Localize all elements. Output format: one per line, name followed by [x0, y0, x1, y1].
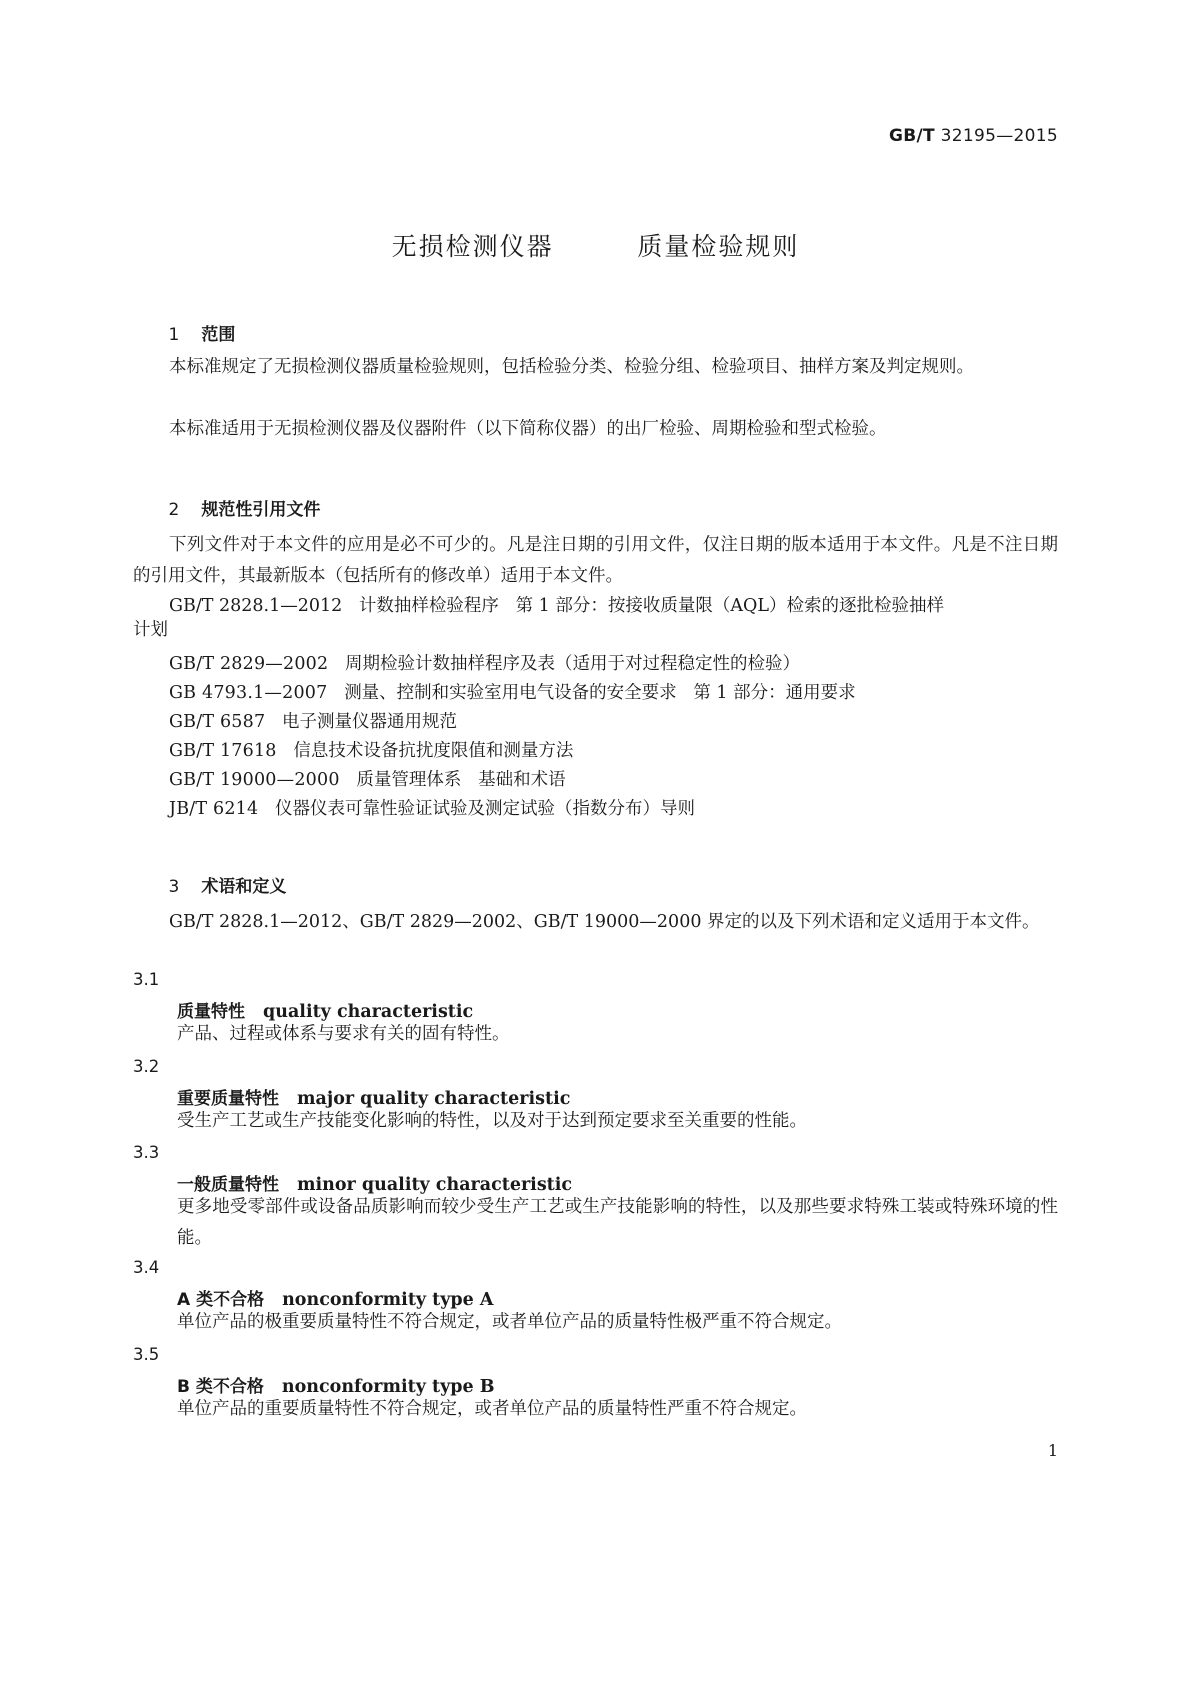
- reference-item: [169, 679, 856, 704]
- term-number: 3.2: [133, 1057, 160, 1076]
- reference-item: [169, 650, 800, 675]
- reference-code: GB/T 2829—2002: [169, 654, 329, 674]
- reference-title: 电子测量仪器通用规范: [282, 712, 458, 732]
- term-definition: 单位产品的极重要质量特性不符合规定，或者单位产品的质量特性极严重不符合规定。: [177, 1312, 842, 1332]
- reference-item: GB/T 2828.1—2012 计数抽样检验程序 第 1 部分：按接收质量限（AQL）检索的逐批检验抽样: [169, 596, 944, 616]
- term-name-en: major quality characteristic: [297, 1089, 571, 1109]
- reference-item: [169, 795, 695, 820]
- section-title: 范围: [201, 325, 236, 345]
- term-definition: 产品、过程或体系与要求有关的固有特性。: [177, 1024, 510, 1044]
- standard-number-value: 32195—2015: [940, 126, 1058, 146]
- reference-item: [169, 737, 573, 762]
- reference-title: 质量管理体系 基础和术语: [356, 770, 566, 790]
- document-title: 无损检测仪器 质量检验规则: [391, 232, 800, 261]
- reference-continuation: 计划: [133, 620, 168, 640]
- paragraph: 下列文件对于本文件的应用是必不可少的。凡是注日期的引用文件，仅注日期的版本适用于本文件。凡是不注日期的引用文件，其最新版本（包括所有的修改单）适用于本文件。: [133, 535, 1058, 586]
- term-name-en: nonconformity type A: [282, 1290, 494, 1310]
- term-definition: 更多地受零部件或设备品质影响而较少受生产工艺或生产技能影响的特性，以及那些要求特殊工装或特殊环境的性能。: [177, 1197, 1058, 1248]
- reference-item: [169, 708, 457, 733]
- reference-title: 仪器仪表可靠性验证试验及测定试验（指数分布）导则: [275, 799, 696, 819]
- term-name-en: quality characteristic: [263, 1002, 474, 1022]
- section-number: 3: [168, 877, 180, 897]
- section-number: 2: [168, 500, 180, 520]
- term-number: 3.5: [133, 1345, 160, 1364]
- reference-title: 测量、控制和实验室用电气设备的安全要求 第 1 部分：通用要求: [344, 683, 856, 703]
- standard-number: [889, 126, 1058, 146]
- section-title: 规范性引用文件: [201, 500, 321, 520]
- reference-item: [169, 766, 566, 791]
- term-number: 3.4: [133, 1258, 160, 1277]
- term-name-en: minor quality characteristic: [297, 1175, 573, 1195]
- paragraph: 本标准规定了无损检测仪器质量检验规则，包括检验分类、检验分组、检验项目、抽样方案及判定规则。: [169, 357, 974, 377]
- term-definition: 单位产品的重要质量特性不符合规定，或者单位产品的质量特性严重不符合规定。: [177, 1399, 807, 1419]
- reference-code: JB/T 6214: [169, 799, 259, 819]
- term-name-en: nonconformity type B: [281, 1377, 495, 1397]
- term-name-zh: 质量特性: [177, 1002, 245, 1022]
- term-name-zh: 一般质量特性: [177, 1175, 279, 1195]
- reference-title: 周期检验计数抽样程序及表（适用于对过程稳定性的检验）: [345, 654, 801, 674]
- section-title: 术语和定义: [201, 877, 287, 897]
- term-number: 3.1: [133, 970, 160, 989]
- paragraph: GB/T 2828.1—2012、GB/T 2829—2002、GB/T 19000—2000 界定的以及下列术语和定义适用于本文件。: [169, 912, 1040, 932]
- page-number: 1: [1047, 1441, 1058, 1460]
- term-number: 3.3: [133, 1143, 160, 1162]
- reference-code: GB 4793.1—2007: [169, 683, 328, 703]
- standard-code: GB/T: [889, 126, 935, 146]
- reference-code: GB/T 6587: [169, 712, 266, 732]
- reference-code: GB/T 17618: [169, 741, 277, 761]
- reference-title: 信息技术设备抗扰度限值和测量方法: [293, 741, 574, 761]
- term-definition: 受生产工艺或生产技能变化影响的特性，以及对于达到预定要求至关重要的性能。: [177, 1111, 807, 1131]
- term-name-zh: A 类不合格: [177, 1290, 265, 1310]
- term-name-zh: B 类不合格: [177, 1377, 264, 1397]
- reference-code: GB/T 19000—2000: [169, 770, 340, 790]
- term-name-zh: 重要质量特性: [177, 1089, 279, 1109]
- paragraph: 本标准适用于无损检测仪器及仪器附件（以下简称仪器）的出厂检验、周期检验和型式检验。: [169, 419, 887, 439]
- section-number: 1: [168, 325, 180, 345]
